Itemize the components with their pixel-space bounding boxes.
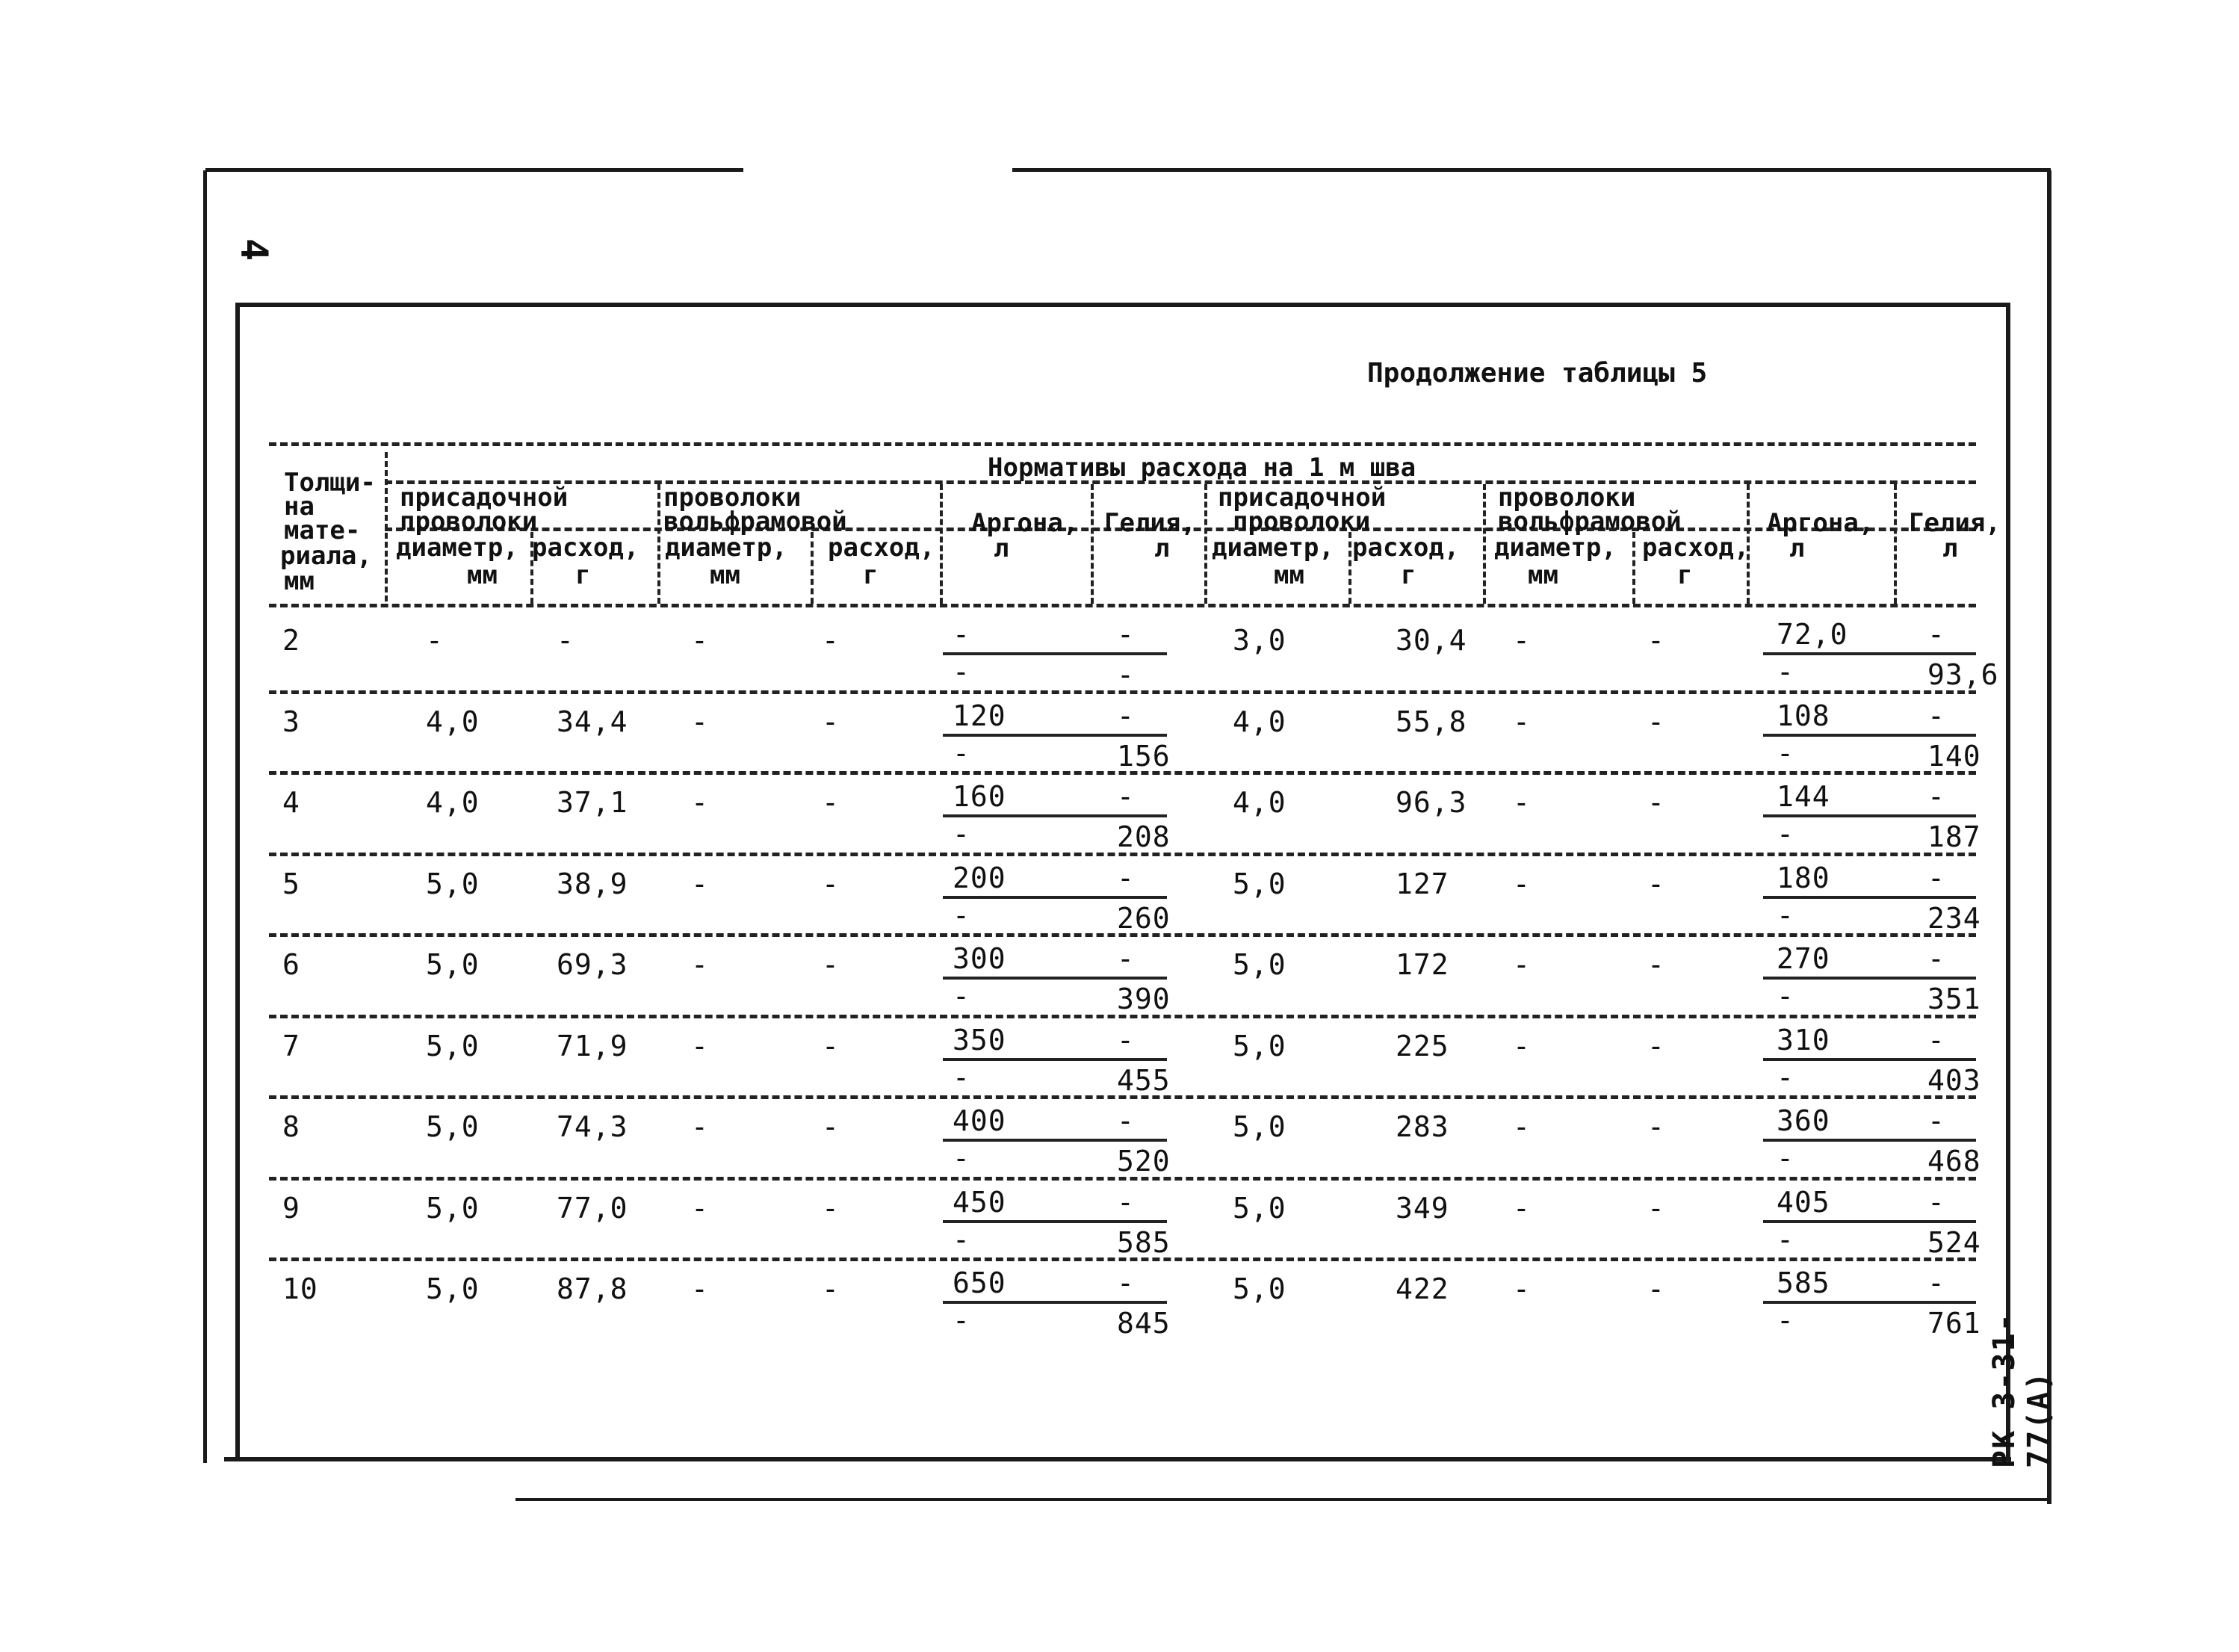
cell-argon-bottom: - (953, 736, 970, 770)
cell-d1: - (426, 624, 444, 657)
cell-r1: 38,9 (557, 867, 628, 900)
cell-r1: 74,3 (557, 1110, 628, 1143)
header-consumption-4: расход, (1642, 533, 1750, 563)
cell-helium-top: - (1117, 1023, 1135, 1057)
cell-d4: - (1513, 867, 1531, 900)
header-tungsten-wire-1b: вольфрамовой (663, 507, 847, 536)
header-diameter-4-unit: мм (1528, 560, 1558, 590)
header-consumption-2-unit: г (863, 560, 879, 590)
cell-d2: - (691, 786, 709, 819)
header-helium-2: Гелия, (1909, 508, 2001, 538)
header-diameter-2-unit: мм (710, 560, 740, 590)
cell-argon2-bottom: - (1777, 980, 1794, 1012)
sheet-frame-top-left (205, 168, 743, 172)
header-diameter-3: диаметр, (1212, 533, 1334, 563)
header-tungsten-wire-2: проволоки (1498, 483, 1636, 513)
cell-helium2-bottom: 468 (1927, 1145, 1981, 1178)
cell-helium-bottom: 156 (1117, 739, 1171, 773)
cell-thickness: 9 (282, 1191, 300, 1225)
cell-r4: - (1647, 867, 1665, 900)
argon-fraction-line (943, 814, 1167, 817)
argon2-fraction-line (1763, 977, 1976, 980)
cell-argon2-top: 144 (1777, 780, 1830, 813)
cell-helium-bottom: 260 (1117, 901, 1171, 935)
row-separator (269, 1095, 1976, 1099)
cell-argon2-bottom: - (1777, 1060, 1794, 1094)
cell-d1: 5,0 (426, 1191, 480, 1225)
cell-r4: - (1647, 786, 1665, 819)
cell-r3: 349 (1396, 1191, 1449, 1225)
cell-r4: - (1647, 1272, 1665, 1305)
cell-r2: - (822, 1029, 840, 1062)
cell-thickness: 10 (282, 1272, 318, 1305)
cell-d4: - (1513, 948, 1531, 981)
argon2-fraction-line (1763, 1301, 1976, 1304)
cell-argon-bottom: - (953, 655, 970, 688)
cell-argon-top: - (953, 618, 970, 651)
cell-r1: 71,9 (557, 1029, 628, 1062)
argon-fraction-line (943, 1139, 1167, 1142)
cell-thickness: 8 (282, 1110, 300, 1143)
argon2-fraction-line (1763, 896, 1976, 899)
cell-argon-top: 160 (953, 780, 1006, 813)
cell-d3: 5,0 (1233, 948, 1286, 981)
cell-helium-top: - (1117, 861, 1135, 894)
cell-argon2-top: 72,0 (1777, 618, 1848, 651)
header-filler-wire-1: присадочной (400, 483, 569, 513)
row-separator (269, 933, 1976, 937)
cell-thickness: 4 (282, 786, 300, 819)
cell-helium2-top: - (1927, 861, 1945, 894)
cell-d4: - (1513, 1029, 1531, 1062)
cell-argon-top: 300 (953, 942, 1006, 975)
cell-r2: - (822, 1110, 840, 1143)
cell-r4: - (1647, 1110, 1665, 1143)
cell-d2: - (691, 1110, 709, 1143)
cell-r4: - (1647, 705, 1665, 738)
cell-d3: 5,0 (1233, 1029, 1286, 1062)
cell-r4: - (1647, 624, 1665, 657)
cell-d4: - (1513, 624, 1531, 657)
cell-helium-top: - (1117, 1185, 1135, 1219)
cell-argon2-bottom: - (1777, 655, 1794, 688)
cell-argon-bottom: - (953, 1142, 970, 1175)
cell-r2: - (822, 948, 840, 981)
header-top-rule (269, 442, 1976, 446)
header-helium-1-unit: л (1154, 533, 1170, 563)
cell-d4: - (1513, 786, 1531, 819)
cell-helium2-top: - (1927, 780, 1945, 813)
argon-fraction-line (943, 1301, 1167, 1304)
cell-helium2-top: - (1927, 618, 1945, 651)
cell-argon-top: 650 (953, 1266, 1006, 1299)
cell-d2: - (691, 705, 709, 738)
cell-helium-top: - (1117, 618, 1135, 651)
cell-argon2-top: 310 (1777, 1023, 1830, 1057)
row-separator (269, 690, 1976, 694)
cell-argon-bottom: - (953, 817, 970, 850)
cell-r2: - (822, 786, 840, 819)
cell-helium2-bottom: 140 (1927, 739, 1981, 773)
argon-fraction-line (943, 652, 1167, 655)
header-diameter-4: диаметр, (1494, 533, 1617, 563)
header-bottom-rule (269, 604, 1976, 607)
cell-argon-bottom: - (953, 1222, 970, 1256)
cell-d2: - (691, 624, 709, 657)
cell-d3: 5,0 (1233, 1191, 1286, 1225)
header-diameter-2: диаметр, (665, 533, 787, 563)
cell-argon-bottom: - (953, 898, 970, 932)
table-title: Продолжение таблицы 5 (1367, 358, 1708, 389)
cell-helium2-top: - (1927, 1104, 1945, 1137)
cell-d2: - (691, 1191, 709, 1225)
argon2-fraction-line (1763, 1058, 1976, 1061)
cell-r3: 283 (1396, 1110, 1449, 1143)
header-argon-1: Аргона, (971, 508, 1079, 538)
row-separator (269, 1177, 1976, 1181)
argon-fraction-line (943, 1058, 1167, 1061)
cell-argon2-bottom: - (1777, 736, 1794, 770)
cell-r1: 87,8 (557, 1272, 628, 1305)
cell-helium-bottom: 585 (1117, 1225, 1171, 1259)
inner-frame-top (238, 303, 2010, 307)
cell-d1: 5,0 (426, 948, 480, 981)
cell-argon2-bottom: - (1777, 1222, 1794, 1256)
cell-argon2-bottom: - (1777, 1142, 1794, 1175)
cell-helium2-bottom: 187 (1927, 820, 1981, 853)
row-separator (269, 853, 1976, 856)
cell-helium2-top: - (1927, 699, 1945, 732)
cell-r1: 69,3 (557, 948, 628, 981)
header-consumption-4-unit: г (1677, 560, 1693, 590)
argon-fraction-line (943, 977, 1167, 980)
cell-thickness: 7 (282, 1029, 300, 1062)
cell-helium2-top: - (1927, 942, 1945, 975)
cell-r3: 30,4 (1396, 624, 1467, 657)
cell-r1: 77,0 (557, 1191, 628, 1225)
cell-argon2-top: 585 (1777, 1266, 1830, 1299)
cell-r1: 37,1 (557, 786, 628, 819)
cell-r2: - (822, 1272, 840, 1305)
cell-r4: - (1647, 1029, 1665, 1062)
inner-frame-left (235, 303, 240, 1461)
cell-argon-bottom: - (953, 1060, 970, 1094)
argon2-fraction-line (1763, 814, 1976, 817)
cell-d3: 5,0 (1233, 867, 1286, 900)
cell-r3: 127 (1396, 867, 1449, 900)
argon2-fraction-line (1763, 734, 1976, 737)
cell-argon2-bottom: - (1777, 817, 1794, 850)
cell-helium-top: - (1117, 699, 1135, 732)
cell-argon2-top: 405 (1777, 1185, 1830, 1219)
cell-argon2-top: 180 (1777, 861, 1830, 894)
cell-helium-bottom: 455 (1117, 1063, 1171, 1097)
header-consumption-2: расход, (828, 533, 935, 563)
cell-thickness: 3 (282, 705, 300, 738)
cell-d4: - (1513, 1272, 1531, 1305)
header-consumption-1-unit: г (575, 560, 591, 590)
cell-d1: 5,0 (426, 1110, 480, 1143)
cell-r3: 96,3 (1396, 786, 1467, 819)
argon2-fraction-line (1763, 1139, 1976, 1142)
argon-fraction-line (943, 734, 1167, 737)
cell-argon-top: 350 (953, 1023, 1006, 1057)
cell-helium-top: - (1117, 1266, 1135, 1299)
header-filler-wire-1b: проволоки (400, 507, 538, 536)
header-argon-2: Аргона, (1767, 508, 1874, 538)
header-consumption-3-unit: г (1401, 560, 1416, 590)
cell-helium-bottom: 520 (1117, 1145, 1171, 1178)
cell-helium-bottom: 845 (1117, 1307, 1171, 1340)
cell-helium2-top: - (1927, 1023, 1945, 1057)
header-helium-2-unit: л (1942, 533, 1958, 563)
cell-argon2-top: 360 (1777, 1104, 1830, 1137)
cell-helium-top: - (1117, 942, 1135, 975)
cell-d1: 5,0 (426, 1029, 480, 1062)
header-tungsten-wire-2b: вольфрамовой (1498, 507, 1682, 536)
cell-r3: 55,8 (1396, 705, 1467, 738)
cell-argon-top: 200 (953, 861, 1006, 894)
cell-helium2-top: - (1927, 1266, 1945, 1299)
argon-fraction-line (943, 1220, 1167, 1223)
argon2-fraction-line (1763, 1220, 1976, 1223)
header-diameter-3-unit: мм (1274, 560, 1304, 590)
cell-helium-bottom: 208 (1117, 820, 1171, 853)
cell-argon2-top: 108 (1777, 699, 1830, 732)
cell-r3: 422 (1396, 1272, 1449, 1305)
cell-argon-bottom: - (953, 980, 970, 1012)
cell-r2: - (822, 1191, 840, 1225)
cell-argon-top: 400 (953, 1104, 1006, 1137)
cell-d3: 3,0 (1233, 624, 1286, 657)
cell-helium2-top: - (1927, 1185, 1945, 1219)
cell-thickness: 6 (282, 948, 300, 981)
cell-r3: 225 (1396, 1029, 1449, 1062)
argon2-fraction-line (1763, 652, 1976, 655)
header-group-title: Нормативы расхода на 1 м шва (988, 453, 1416, 483)
cell-d2: - (691, 948, 709, 981)
header-diameter-1: диаметр, (396, 533, 518, 563)
cell-d4: - (1513, 1191, 1531, 1225)
header-helium-1: Гелия, (1104, 508, 1196, 538)
cell-d3: 4,0 (1233, 705, 1286, 738)
cell-d3: 4,0 (1233, 786, 1286, 819)
cell-argon2-bottom: - (1777, 898, 1794, 932)
cell-helium-bottom: 390 (1117, 983, 1171, 1015)
cell-d2: - (691, 1029, 709, 1062)
cell-d4: - (1513, 1110, 1531, 1143)
cell-r2: - (822, 705, 840, 738)
side-document-code: РК 3-31-77(А) (1987, 1312, 2056, 1468)
header-argon-1-unit: л (994, 533, 1009, 563)
header-filler-wire-2: присадочной (1218, 483, 1387, 513)
row-separator (269, 1257, 1976, 1261)
cell-d1: 5,0 (426, 1272, 480, 1305)
sheet-frame-left (203, 170, 207, 1463)
cell-helium2-bottom: 351 (1927, 983, 1981, 1015)
cell-d1: 5,0 (426, 867, 480, 900)
page-number-mark: 4 (232, 238, 276, 262)
cell-r4: - (1647, 1191, 1665, 1225)
cell-r2: - (822, 624, 840, 657)
cell-r1: - (557, 624, 575, 657)
cell-d3: 5,0 (1233, 1110, 1286, 1143)
header-argon-2-unit: л (1789, 533, 1805, 563)
cell-d3: 5,0 (1233, 1272, 1286, 1305)
cell-argon2-bottom: - (1777, 1304, 1794, 1337)
header-consumption-3: расход, (1352, 533, 1460, 563)
cell-helium-top: - (1117, 1104, 1135, 1137)
cell-thickness: 5 (282, 867, 300, 900)
argon-fraction-line (943, 896, 1167, 899)
header-diameter-1-unit: мм (467, 560, 498, 590)
cell-helium-bottom: - (1117, 658, 1135, 691)
cell-r2: - (822, 867, 840, 900)
cell-argon-top: 450 (953, 1185, 1006, 1219)
cell-d1: 4,0 (426, 705, 480, 738)
cell-r4: - (1647, 948, 1665, 981)
row-separator (269, 1015, 1976, 1018)
cell-helium2-bottom: 761 (1927, 1307, 1981, 1340)
cell-r1: 34,4 (557, 705, 628, 738)
cell-helium2-bottom: 403 (1927, 1063, 1981, 1097)
header-tungsten-wire-1: проволоки (663, 483, 802, 513)
cell-helium2-bottom: 524 (1927, 1225, 1981, 1259)
cell-r3: 172 (1396, 948, 1449, 981)
cell-d1: 4,0 (426, 786, 480, 819)
cell-argon-top: 120 (953, 699, 1006, 732)
header-filler-wire-2b: проволоки (1233, 507, 1371, 536)
row-separator (269, 771, 1976, 775)
cell-d2: - (691, 867, 709, 900)
cell-argon-bottom: - (953, 1304, 970, 1337)
header-consumption-1: расход, (532, 533, 640, 563)
cell-helium-top: - (1117, 780, 1135, 813)
cell-d4: - (1513, 705, 1531, 738)
cell-argon2-top: 270 (1777, 942, 1830, 975)
cell-helium2-bottom: 93,6 (1927, 658, 1999, 691)
cell-d2: - (691, 1272, 709, 1305)
cell-helium2-bottom: 234 (1927, 901, 1981, 935)
cell-thickness: 2 (282, 624, 300, 657)
sheet-frame-bottom (515, 1498, 2051, 1501)
inner-frame-bottom (224, 1457, 2011, 1461)
sheet-frame-top-right (1012, 168, 2051, 172)
